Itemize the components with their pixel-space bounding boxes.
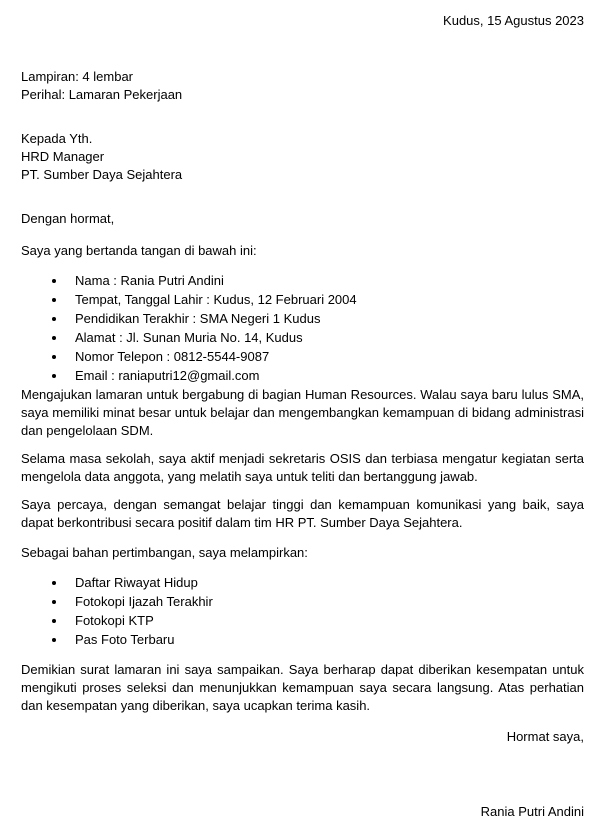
body-paragraph: Mengajukan lamaran untuk bergabung di bagian Human Resources. Walau saya baru lulus SMA, saya memiliki minat besar untuk belajar dan mengembangkan kemampuan di bidang administrasi dan pengelolaan SDM. (21, 387, 584, 438)
intro-line: Saya yang bertanda tangan di bawah ini: (21, 243, 257, 258)
list-item: • Nama : Rania Putri Andini (67, 272, 584, 290)
list-item: • Pas Foto Terbaru (67, 631, 584, 649)
attachments-list (21, 574, 584, 649)
list-item: • Tempat, Tanggal Lahir : Kudus, 12 Februari 2004 (67, 291, 584, 309)
perihal-line: Perihal: Lamaran Pekerjaan (21, 87, 183, 102)
list-item: • Fotokopi KTP (67, 612, 584, 630)
lampiran-line: Lampiran: 4 lembar (21, 69, 133, 84)
list-item: • Email : raniaputri12@gmail.com (67, 367, 584, 385)
recipient-line: Kepada Yth. (21, 131, 93, 146)
personal-details-list (21, 272, 584, 385)
closing-paragraph: Demikian surat lamaran ini saya sampaikan. Saya berharap dapat diberikan kesempatan untuk mengikuti proses seleksi dan menunjukkan kemampuan saya secara langsung. Atas perhatian dan kesempatan yang diberikan, saya ucapkan terima kasih. (21, 662, 584, 713)
attachments-intro: Sebagai bahan pertimbangan, saya melampirkan: (21, 545, 308, 560)
recipient-line: PT. Sumber Daya Sejahtera (21, 167, 183, 182)
signature-name: Rania Putri Andini (480, 804, 584, 819)
list-item: • Nomor Telepon : 0812-5544-9087 (67, 348, 584, 366)
letter-date: Kudus, 15 Agustus 2023 (443, 13, 584, 28)
body-paragraph: Selama masa sekolah, saya aktif menjadi sekretaris OSIS dan terbiasa mengatur kegiatan serta mengelola data anggota, yang melatih saya untuk teliti dan bertanggung jawab. (21, 451, 584, 484)
signoff: Hormat saya, (506, 729, 584, 744)
salutation: Dengan hormat, (21, 211, 115, 226)
list-item: • Pendidikan Terakhir : SMA Negeri 1 Kudus (67, 310, 584, 328)
recipient-block (21, 130, 584, 184)
list-item: • Alamat : Jl. Sunan Muria No. 14, Kudus (67, 329, 584, 347)
body-paragraph: Saya percaya, dengan semangat belajar tinggi dan kemampuan komunikasi yang baik, saya dapat berkontribusi secara positif dalam tim HR PT. Sumber Daya Sejahtera. (21, 497, 584, 530)
list-item: • Daftar Riwayat Hidup (67, 574, 584, 592)
letter-meta (21, 68, 584, 104)
list-item: • Fotokopi Ijazah Terakhir (67, 593, 584, 611)
recipient-line: HRD Manager (21, 149, 105, 164)
